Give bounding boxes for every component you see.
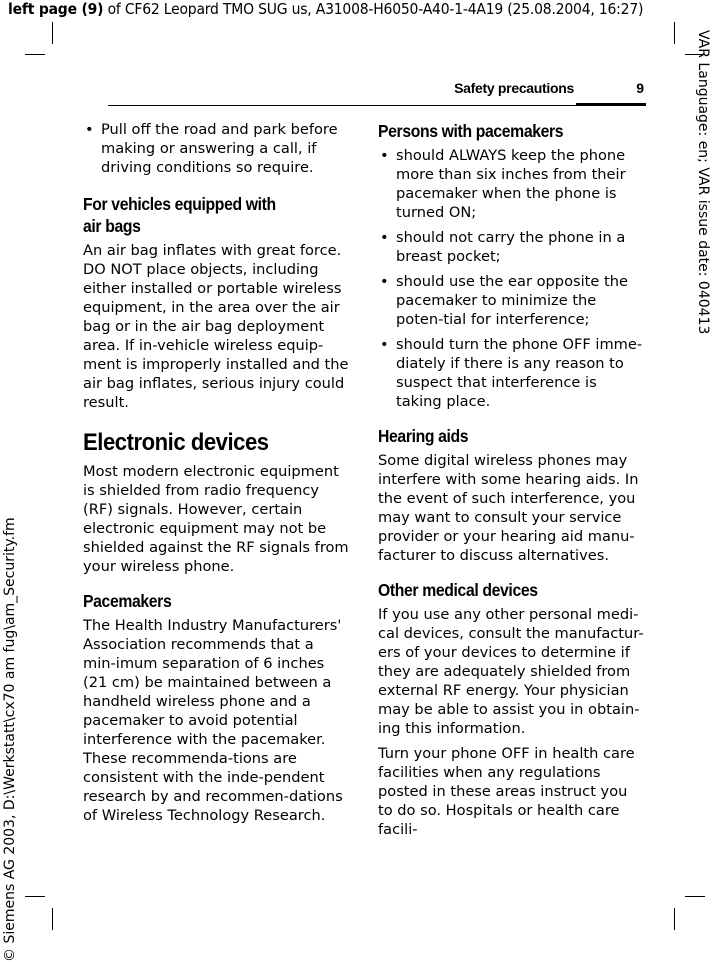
health-care-text: Turn your phone OFF in health care facilities when any regulations posted in these areas instruct you to do so. Hospitals or health care facili- (378, 745, 635, 838)
crop-mark (25, 54, 45, 55)
crop-mark (674, 908, 675, 930)
page-number: 9 (636, 80, 644, 96)
crop-mark (52, 22, 53, 44)
crop-mark (52, 908, 53, 930)
airbags-heading-line2: air bags (83, 216, 141, 236)
other-medical-devices-heading: Other medical devices (378, 580, 538, 600)
list-item: • should turn the phone OFF imme-diately if there is any reason to suspect that interference is taking place. (378, 335, 646, 411)
list-item: • should not carry the phone in a breast pocket; (378, 228, 646, 266)
list-item: • should use the ear opposite the pacemaker to minimize the poten-tial for interference; (378, 272, 646, 329)
airbags-text: An air bag inflates with great force. DO NOT place objects, including either installed or portable wireless equipment, in the area over the air bag or in the air bag deployment area. If in-vehicle wireless equip-ment is improperly installed and the air bag inflates, serious injury could result. (83, 242, 349, 411)
side-note-language: VAR Language: en; VAR issue date: 040413 (695, 30, 711, 335)
hearing-aids-heading: Hearing aids (378, 426, 469, 446)
list-item: • should ALWAYS keep the phone more than six inches from their pacemaker when the phone is turned ON; (378, 146, 646, 222)
left-column (83, 120, 351, 831)
pacemakers-text: The Health Industry Manufacturers' Association recommends that a min-imum separation of 6 inches (21 cm) be maintained between a handheld wireless phone and a pacemaker to avoid potential interference with the pacemaker. These recommenda-tions are consistent with the inde-pendent research by and recommen-dations of Wireless Technology Research. (83, 617, 343, 824)
header-rule (108, 105, 576, 106)
pacemakers-heading: Pacemakers (83, 591, 172, 611)
crop-mark (674, 22, 675, 44)
driving-bullets (83, 120, 351, 177)
side-note-copyright: © Siemens AG 2003, D:\Werkstatt\cx70 am fug\am_Security.fm (2, 517, 18, 962)
header-rule-accent (576, 103, 646, 106)
header-page-ref: left page (9) (8, 0, 104, 18)
pacemaker-bullets (378, 146, 646, 411)
electronic-devices-heading: Electronic devices (83, 429, 269, 456)
header-file-info: of CF62 Leopard TMO SUG us, A31008-H6050-A40-1-4A19 (25.08.2004, 16:27) (103, 0, 644, 18)
medical-devices-text: If you use any other personal medi-cal devices, consult the manufactur-ers of your devices to determine if they are adequately shielded from external RF energy. Your physician may be able to assist you in obtain-ing this information. (378, 606, 644, 737)
crop-mark (25, 896, 45, 897)
hearing-aids-text: Some digital wireless phones may interfere with some hearing aids. In the event of such interference, you may want to consult your service provider or your hearing aid manu-facturer to discuss alternatives. (378, 452, 639, 564)
persons-with-pacemakers-heading: Persons with pacemakers (378, 121, 564, 141)
list-item: • Pull off the road and park before making or answering a call, if driving conditions so require. (83, 120, 351, 177)
running-head-title: Safety precautions (454, 80, 574, 96)
document-header (8, 0, 643, 18)
airbags-heading-line1: For vehicles equipped with (83, 194, 276, 214)
crop-mark (685, 896, 705, 897)
electronic-devices-text: Most modern electronic equipment is shielded from radio frequency (RF) signals. However, certain electronic equipment may not be shielded against the RF signals from your wireless phone. (83, 463, 349, 575)
airbags-heading (83, 193, 353, 237)
right-column (378, 120, 646, 845)
